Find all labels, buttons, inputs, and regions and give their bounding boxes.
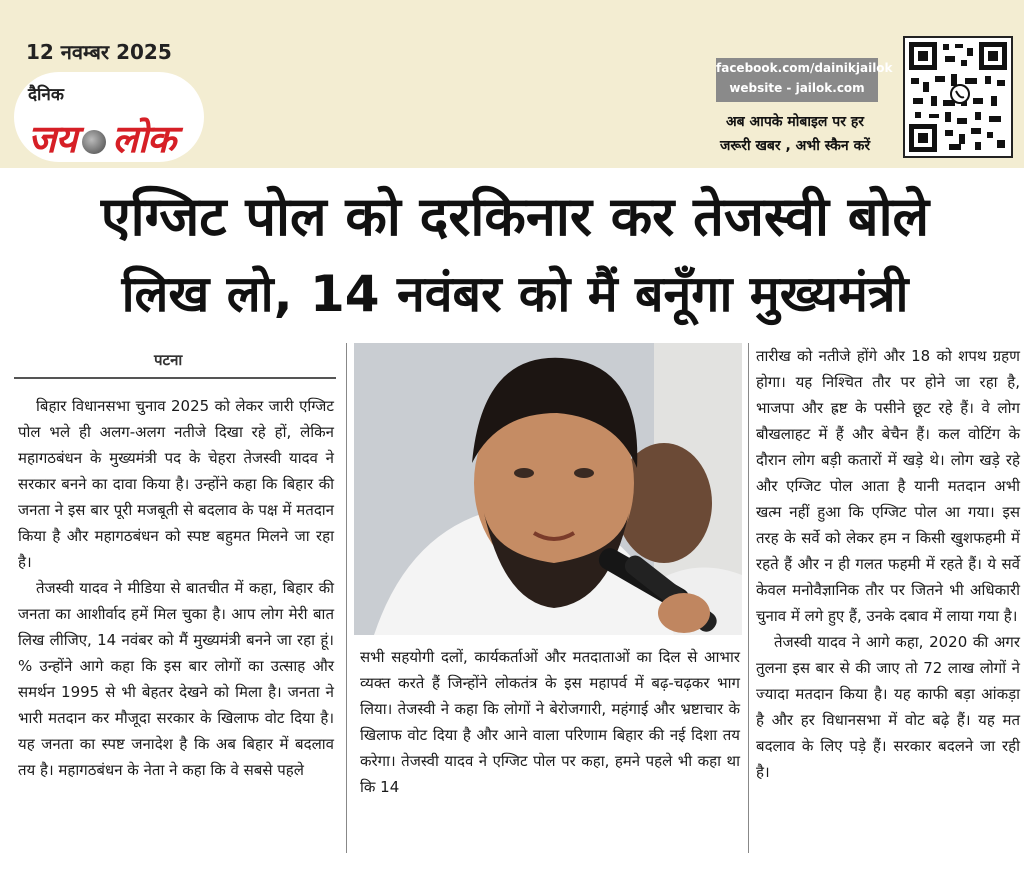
article-column-1 <box>18 393 334 783</box>
dateline-city: पटना <box>154 351 183 369</box>
column-divider <box>748 343 749 853</box>
headline <box>20 178 1010 332</box>
logo-dainik: दैनिक <box>28 85 64 105</box>
paragraph: सभी सहयोगी दलों, कार्यकर्ताओं और मतदाताओं का दिल से आभार व्यक्त करते हैं जिन्होंने लोकतंत्र के इस महापर्व में बढ़-चढ़कर भाग लिया। तेजस्वी ने कहा कि लोगों ने बेरोजगारी, महंगाई और भ्रष्टाचार के खिलाफ वोट दिया है और आने वाला परिणाम बिहार की नई दिशा तय करेगा। तेजस्वी यादव ने एग्जिट पोल पर कहा, हमने पहले भी कहा था कि 14 <box>360 648 740 796</box>
website-link[interactable]: website - jailok.com <box>729 81 865 95</box>
dateline <box>14 345 336 379</box>
column-divider <box>346 343 347 853</box>
article-column-2 <box>360 644 740 800</box>
qr-code-icon[interactable] <box>903 36 1013 158</box>
brand-word-left: जय <box>28 117 77 161</box>
headline-line-1: एग्जिट पोल को दरकिनार कर तेजस्वी बोले <box>100 185 930 248</box>
headline-line-2: लिख लो, 14 नवंबर को मैं बनूँगा मुख्यमंत्री <box>121 265 909 323</box>
logo-brand <box>28 112 175 164</box>
social-links-box <box>716 58 893 102</box>
paragraph: तारीख को नतीजे होंगे और 18 को शपथ ग्रहण होगा। यह निश्चित तौर पर होने जा रहा है, भाजपा और ह्रष्ट के पसीने छूट रहे हैं। वे लोग बौखलाहट में हैं और बेचैन हैं। कल वोटिंग के दौरान लोग बड़ी कतारों में खड़े थे। लोग खड़े रहे और एग्जिट पोल आता है यानी मतदान अभी खत्म नहीं हुआ कि एग्जिट पोल आ गया। इस तरह के सर्वे को लेकर हम न किसी खुशफहमी में रहते हैं और न ही गलत फहमी में रहते हैं। ये सर्वे केवल मनोवैज्ञानिक तौर पर जितने भी अधिकारी चुनाव में लगे हुए हैं, उनके दबाव में लाया गया है। <box>756 347 1020 625</box>
promo-line-2: जरूरी खबर , अभी स्कैन करें <box>719 138 871 154</box>
facebook-link[interactable]: facebook.com/dainikjailok <box>716 61 893 75</box>
promo-line-1: अब आपके मोबाइल पर हर <box>725 114 865 130</box>
paragraph: तेजस्वी यादव ने आगे कहा, 2020 की अगर तुलना इस बार से की जाए तो 72 लाख लोगों ने ज्यादा मतदान किया है। यह काफी बड़ा आंकड़ा है और हर विधानसभा में वोट बढ़े हैं। यह मत बदलाव के लिए पड़े हैं। सरकार बदलने जा रही है। <box>756 633 1020 781</box>
article-column-3 <box>756 343 1020 785</box>
paragraph: बिहार विधानसभा चुनाव 2025 को लेकर जारी एग्जिट पोल भले ही अलग-अलग नतीजे दिखा रहे हों, लेकिन महागठबंधन के मुख्यमंत्री पद के चेहरा तेजस्वी यादव ने सरकार बनने का दावा किया है। उन्होंने कहा कि बिहार की जनता ने इस बार पूरी मजबूती से बदलाव के पक्ष में मतदान किया है और महागठबंधन को स्पष्ट बहुमत मिलने जा रहा है। <box>18 397 334 571</box>
globe-icon <box>82 130 106 154</box>
news-photo <box>354 343 742 635</box>
brand-word-right: लोक <box>112 117 176 161</box>
scan-promo <box>700 110 890 158</box>
paragraph: तेजस्वी यादव ने मीडिया से बातचीत में कहा, बिहार की जनता का आशीर्वाद हमें मिल चुका है। आप लोग मेरी बात लिख लीजिए, 14 नवंबर को मैं मुख्यमंत्री बनने जा रहा हूं।% उन्होंने आगे कहा कि इस बार लोगों का उत्साह और समर्थन 1995 से भी बेहतर देखने को मिला है। जनता ने भारी मतदान कर मौजूदा सरकार के खिलाफ वोट दिया है। यह जनता का स्पष्ट जनादेश है कि अब बिहार में बदलाव तय है। महागठबंधन के नेता ने कहा कि वे सबसे पहले <box>18 579 334 779</box>
issue-date: 12 नवम्बर 2025 <box>26 40 172 64</box>
